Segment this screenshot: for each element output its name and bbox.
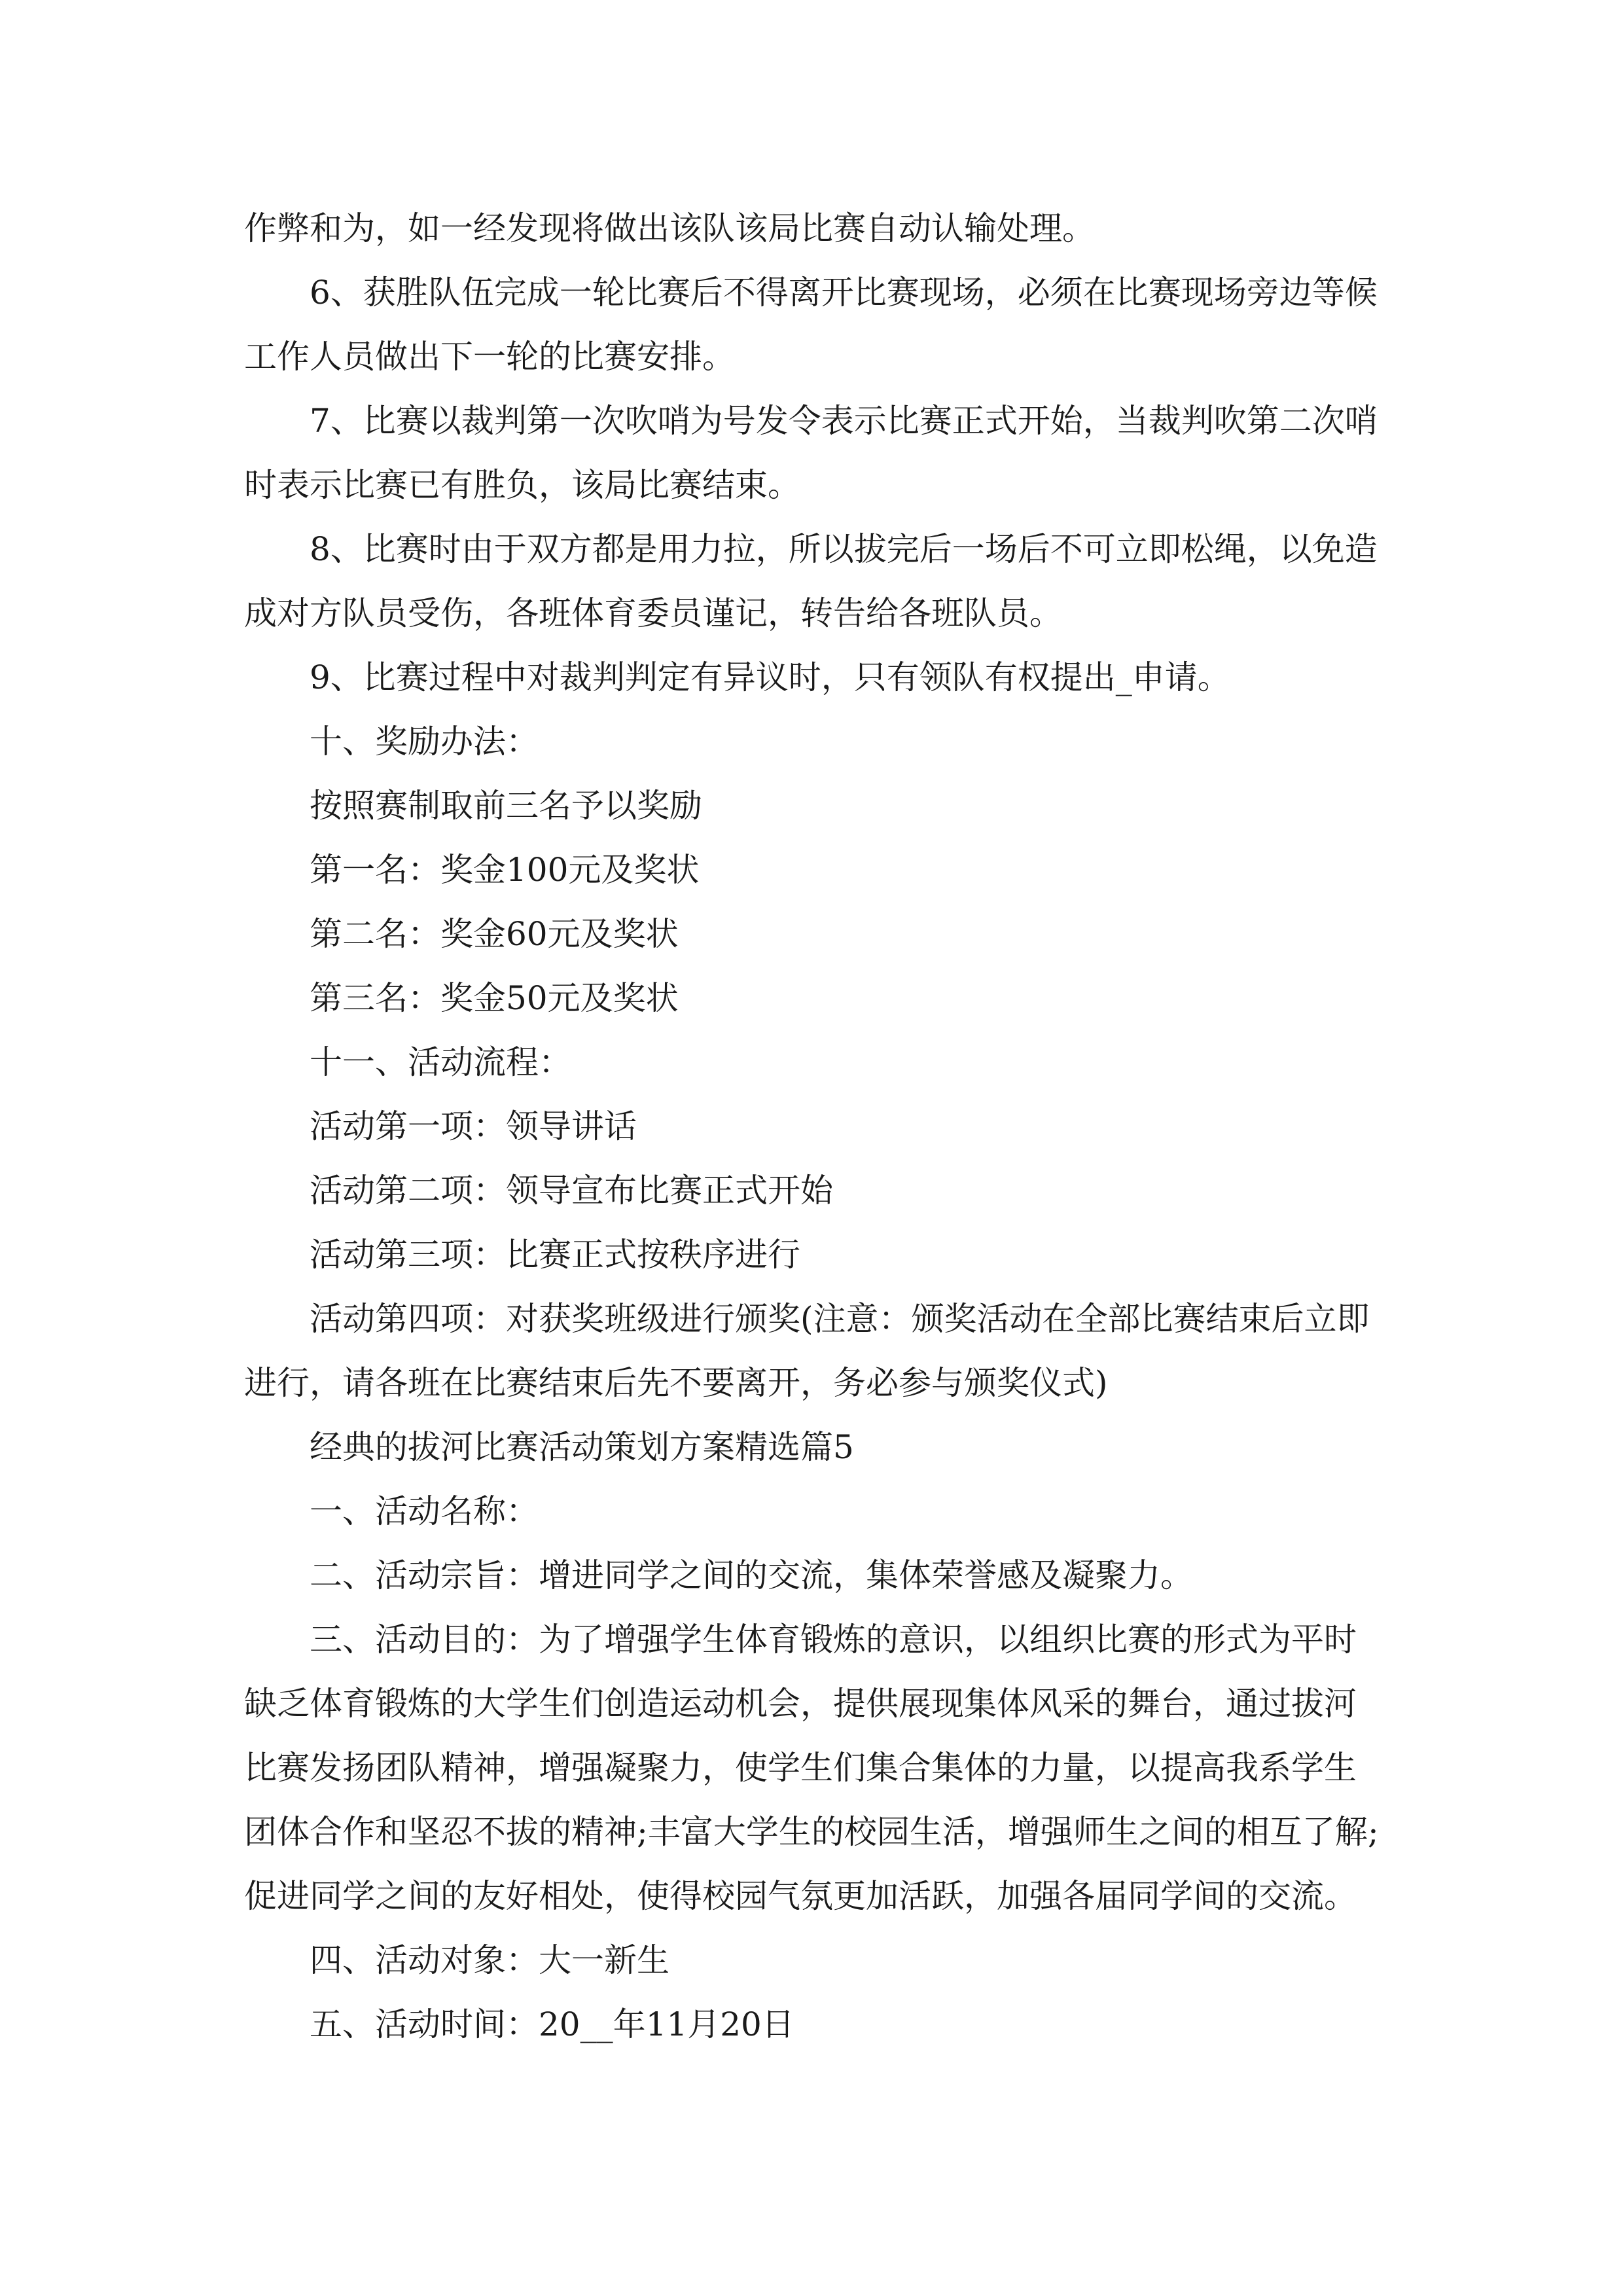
paragraph: 五、活动时间：20__年11月20日 — [310, 2005, 794, 2043]
section-heading: 一、活动名称： — [310, 1492, 539, 1530]
paragraph: 8、比赛时由于双方都是用力拉，所以拔完后一场后不可立即松绳，以免造成对方队员受伤，各班体育委员谨记，转告给各班队员。 — [244, 530, 1378, 632]
section-heading: 十、奖励办法： — [310, 723, 539, 761]
paragraph: 活动第四项：对获奖班级进行颁奖(注意：颁奖活动在全部比赛结束后立即进行，请各班在比赛结束后先不要离开，务必参与颁奖仪式) — [244, 1300, 1370, 1402]
paragraph: 作弊和为，如一经发现将做出该队该局比赛自动认输处理。 — [244, 209, 1095, 247]
paragraph: 四、活动对象：大一新生 — [310, 1941, 669, 1979]
paragraph: 活动第二项：领导宣布比赛正式开始 — [310, 1172, 833, 1210]
paragraph: 二、活动宗旨：增进同学之间的交流，集体荣誉感及凝聚力。 — [310, 1556, 1193, 1594]
paragraph: 按照赛制取前三名予以奖励 — [310, 787, 702, 825]
paragraph: 第二名：奖金60元及奖状 — [310, 915, 679, 953]
article-title: 经典的拔河比赛活动策划方案精选篇5 — [310, 1428, 854, 1466]
paragraph: 第三名：奖金50元及奖状 — [310, 979, 679, 1017]
paragraph: 9、比赛过程中对裁判判定有异议时，只有领队有权提出_申请。 — [310, 658, 1230, 696]
section-heading: 十一、活动流程： — [310, 1043, 571, 1081]
paragraph: 6、获胜队伍完成一轮比赛后不得离开比赛现场，必须在比赛现场旁边等候工作人员做出下一轮的比赛安排。 — [244, 274, 1378, 376]
paragraph: 第一名：奖金100元及奖状 — [310, 851, 700, 889]
paragraph: 三、活动目的：为了增强学生体育锻炼的意识，以组织比赛的形式为平时缺乏体育锻炼的大学生们创造运动机会，提供展现集体风采的舞台，通过拔河比赛发扬团队精神，增强凝聚力，使学生们集合集体的力量，以提高我系学生团体合作和坚忍不拔的精神;丰富大学生的校园生活，增强师生之间的相互了解;促进同学之间的友好相处，使得校园气氛更加活跃，加强各届同学间的交流。 — [244, 1621, 1379, 1915]
paragraph: 活动第一项：领导讲话 — [310, 1107, 637, 1145]
paragraph: 活动第三项：比赛正式按秩序进行 — [310, 1236, 800, 1274]
document-body — [244, 196, 1383, 2056]
paragraph: 7、比赛以裁判第一次吹哨为号发令表示比赛正式开始，当裁判吹第二次哨时表示比赛已有胜负，该局比赛结束。 — [244, 402, 1378, 504]
